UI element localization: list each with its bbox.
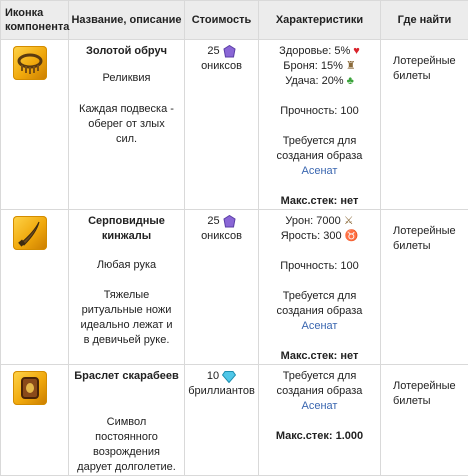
onyx-icon xyxy=(223,45,236,59)
heart-icon: ♥ xyxy=(353,44,360,59)
price xyxy=(185,44,258,74)
price-value: 25 xyxy=(207,44,219,59)
max-stack: Макс.стек: нет xyxy=(259,194,380,209)
item-type: Реликвия xyxy=(69,71,184,86)
onyx-icon xyxy=(223,215,236,229)
required-label: Требуется для создания образа xyxy=(259,134,380,164)
price-value: 10 xyxy=(207,369,219,384)
hero-link[interactable]: Асенат xyxy=(302,320,338,332)
where-to-find: Лотерейные билеты xyxy=(381,365,468,476)
where-to-find: Лотерейные билеты xyxy=(381,40,468,210)
stat-damage: Урон: 7000 xyxy=(285,214,340,229)
stat-luck: Удача: 20% xyxy=(285,74,343,89)
table-row xyxy=(1,40,468,210)
durability: Прочность: 100 xyxy=(259,104,380,119)
item-description: Символ постоянного возрождения дарует долголетие. xyxy=(69,415,184,475)
where-to-find: Лотерейные билеты xyxy=(381,210,468,365)
sickle-daggers-icon xyxy=(13,216,47,250)
header-name: Название, описание xyxy=(69,1,185,40)
item-description: Тяжелые ритуальные ножи идеально лежат и в девичьей руке. xyxy=(69,288,184,348)
diamond-icon xyxy=(222,371,236,383)
stat-armor: Броня: 15% xyxy=(283,59,343,74)
price-unit: ониксов xyxy=(201,229,242,244)
hero-link[interactable]: Асенат xyxy=(302,165,338,177)
required-label: Требуется для создания образа xyxy=(259,289,380,319)
stat-rage: Ярость: 300 xyxy=(281,229,342,244)
price-unit: ониксов xyxy=(201,59,242,74)
item-description: Каждая подвеска - оберег от злых сил. xyxy=(69,102,184,147)
golden-hoop-icon xyxy=(13,46,47,80)
item-name: Браслет скарабеев xyxy=(69,369,184,384)
bull-icon: ♉ xyxy=(345,229,359,244)
armor-icon: ♜ xyxy=(346,59,356,74)
required-label: Требуется для создания образа xyxy=(259,369,380,399)
table-row xyxy=(1,365,468,476)
sword-icon: ⚔ xyxy=(344,214,354,229)
max-stack: Макс.стек: 1.000 xyxy=(259,429,380,444)
header-chars: Характеристики xyxy=(259,1,381,40)
scarab-bracelet-icon xyxy=(13,371,47,405)
stat-health: Здоровье: 5% xyxy=(279,44,350,59)
table-header-row xyxy=(1,1,468,40)
header-where: Где найти xyxy=(381,1,468,40)
header-cost: Стоимость xyxy=(185,1,259,40)
header-icon: Иконка компонента xyxy=(1,1,69,40)
table-row xyxy=(1,210,468,365)
item-name: Золотой обруч xyxy=(69,44,184,59)
clover-icon: ♣ xyxy=(347,74,354,89)
price xyxy=(185,369,258,399)
durability: Прочность: 100 xyxy=(259,259,380,274)
max-stack: Макс.стек: нет xyxy=(259,349,380,364)
item-name: Серповидные кинжалы xyxy=(69,214,184,244)
item-type: Любая рука xyxy=(69,258,184,273)
hero-link[interactable]: Асенат xyxy=(302,400,338,412)
price-value: 25 xyxy=(207,214,219,229)
price xyxy=(185,214,258,244)
price-unit: бриллиантов xyxy=(188,384,255,399)
